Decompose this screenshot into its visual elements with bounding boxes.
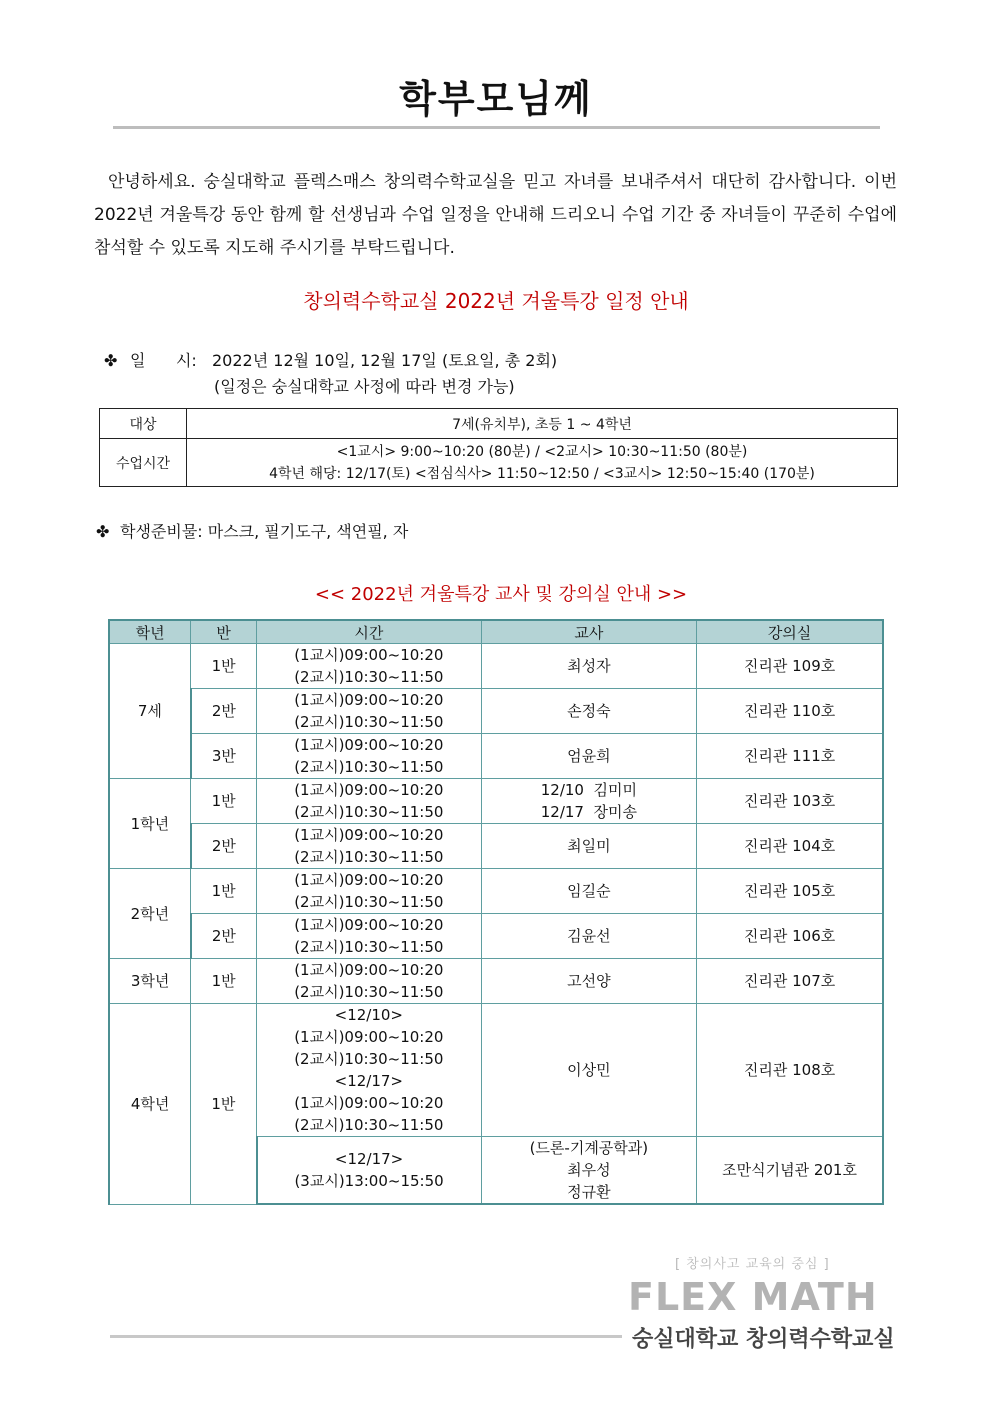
class-time-value — [187, 439, 898, 487]
period-text: (1교시)09:00~10:20 — [294, 691, 444, 709]
table-row — [109, 779, 883, 824]
intro-paragraph: 안녕하세요. 숭실대학교 플렉스매스 창의력수학교실을 믿고 자녀를 보내주셔서 대단히 감사합니다. 이번 2022년 겨울특강 동안 함께 할 선생님과 수업 일정을 안내해 드리오니 수업 기간 중 자녀들이 꾸준히 수업에 참석할 수 있도록 지도해 주시기를 부탁드립니다. — [94, 172, 897, 258]
supplies-line — [96, 519, 408, 542]
time-cell — [257, 1137, 482, 1205]
class-cell: 2반 — [191, 914, 257, 959]
flex-math-logo: FLEX MATH — [628, 1275, 878, 1319]
period-text: (2교시)10:30~11:50 — [294, 803, 444, 821]
period-text: (2교시)10:30~11:50 — [294, 983, 444, 1001]
teacher-cell — [481, 779, 697, 824]
schedule-value: 2022년 12월 10일, 12월 17일 (토요일, 총 2회) — [212, 351, 558, 370]
period-text: (1교시)09:00~10:20 — [294, 781, 444, 799]
schedule-block — [104, 348, 557, 400]
table-row — [109, 869, 883, 914]
class-cell: 2반 — [191, 689, 257, 734]
col-header-teacher: 교사 — [481, 620, 697, 644]
supplies-text: 학생준비물: 마스크, 필기도구, 색연필, 자 — [120, 522, 409, 541]
teacher-text: 12/10 김미미 — [540, 781, 637, 799]
teacher-text: 12/17 장미송 — [540, 803, 637, 821]
footer-tagline: [ 창의사고 교육의 중심 ] — [675, 1257, 830, 1272]
col-header-grade: 학년 — [109, 620, 191, 644]
col-header-room: 강의실 — [697, 620, 883, 644]
class-time-label: 수업시간 — [100, 439, 187, 487]
room-cell: 진리관 103호 — [697, 779, 883, 824]
footer-divider — [110, 1335, 622, 1338]
period-text: (1교시)09:00~10:20 — [294, 961, 444, 979]
teacher-cell: 고선양 — [481, 959, 697, 1004]
room-cell: 진리관 105호 — [697, 869, 883, 914]
table-row — [109, 644, 883, 689]
room-cell: 진리관 104호 — [697, 824, 883, 869]
class-cell: 3반 — [191, 734, 257, 779]
room-cell: 진리관 109호 — [697, 644, 883, 689]
teacher-cell: 엄윤희 — [481, 734, 697, 779]
teacher-cell: 이상민 — [481, 1004, 697, 1137]
grade-cell: 3학년 — [109, 959, 191, 1004]
grade-cell: 2학년 — [109, 869, 191, 959]
period-text: (1교시)09:00~10:20 — [294, 736, 444, 754]
time-cell — [257, 779, 482, 824]
period-text: (2교시)10:30~11:50 — [294, 938, 444, 956]
table-row — [109, 824, 883, 869]
time-cell — [257, 689, 482, 734]
room-cell: 진리관 110호 — [697, 689, 883, 734]
room-cell: 진리관 108호 — [697, 1004, 883, 1137]
time-cell — [257, 914, 482, 959]
table-row — [109, 1004, 883, 1137]
class-cell: 1반 — [191, 869, 257, 914]
class-info-table — [99, 408, 898, 487]
room-cell: 조만식기념관 201호 — [697, 1137, 883, 1205]
class-cell: 1반 — [191, 779, 257, 824]
target-label: 대상 — [100, 409, 187, 439]
class-time-line: 4학년 해당: 12/17(토) <점심식사> 11:50~12:50 / <3교시> 12:50~15:40 (170분) — [269, 465, 815, 482]
teacher-text: (드론-기계공학과) — [529, 1139, 649, 1157]
table-row — [109, 734, 883, 779]
period-text: (3교시)13:00~15:50 — [294, 1172, 444, 1190]
target-value: 7세(유치부), 초등 1 ~ 4학년 — [187, 409, 898, 439]
teacher-room-table — [108, 619, 884, 1205]
schedule-section-title: 창의력수학교실 2022년 겨울특강 일정 안내 — [303, 289, 689, 313]
period-text: (2교시)10:30~11:50 — [294, 893, 444, 911]
period-text: (1교시)09:00~10:20 — [294, 916, 444, 934]
teacher-cell: 손정숙 — [481, 689, 697, 734]
period-text: (1교시)09:00~10:20 — [294, 1094, 444, 1112]
table-row — [109, 914, 883, 959]
time-cell — [257, 959, 482, 1004]
room-cell: 진리관 106호 — [697, 914, 883, 959]
teacher-cell: 김윤선 — [481, 914, 697, 959]
grade-cell: 1학년 — [109, 779, 191, 869]
diamond-bullet-icon: ✤ — [96, 522, 110, 541]
class-cell: 1반 — [191, 959, 257, 1004]
teacher-text: 최우성 — [567, 1161, 611, 1179]
grade-cell: 7세 — [109, 644, 191, 779]
period-text: (1교시)09:00~10:20 — [294, 826, 444, 844]
grade-cell: 4학년 — [109, 1004, 191, 1205]
teacher-text: 정규환 — [567, 1183, 611, 1201]
class-cell: 1반 — [191, 1004, 257, 1205]
date-text: <12/17> — [334, 1072, 403, 1090]
time-cell — [257, 1004, 482, 1137]
time-cell — [257, 824, 482, 869]
footer-organization: 숭실대학교 창의력수학교실 — [632, 1327, 895, 1352]
period-text: (1교시)09:00~10:20 — [294, 646, 444, 664]
table-header-row — [109, 620, 883, 644]
period-text: (2교시)10:30~11:50 — [294, 713, 444, 731]
period-text: (2교시)10:30~11:50 — [294, 668, 444, 686]
teacher-room-table-title: << 2022년 겨울특강 교사 및 강의실 안내 >> — [314, 584, 688, 605]
schedule-note: (일정은 숭실대학교 사정에 따라 변경 가능) — [214, 377, 515, 396]
period-text: (1교시)09:00~10:20 — [294, 871, 444, 889]
teacher-cell: 임길순 — [481, 869, 697, 914]
time-cell — [257, 644, 482, 689]
col-header-time: 시간 — [257, 620, 482, 644]
period-text: (2교시)10:30~11:50 — [294, 758, 444, 776]
diamond-bullet-icon: ✤ — [104, 351, 118, 370]
title-divider — [113, 126, 880, 129]
room-cell: 진리관 111호 — [697, 734, 883, 779]
teacher-cell: 최일미 — [481, 824, 697, 869]
table-row — [109, 959, 883, 1004]
time-cell — [257, 734, 482, 779]
schedule-label: 일 시: — [130, 351, 197, 370]
period-text: (1교시)09:00~10:20 — [294, 1028, 444, 1046]
page-title: 학부모님께 — [399, 77, 593, 121]
class-time-line: <1교시> 9:00~10:20 (80분) / <2교시> 10:30~11:50 (80분) — [336, 443, 748, 460]
period-text: (2교시)10:30~11:50 — [294, 1116, 444, 1134]
date-text: <12/10> — [334, 1006, 403, 1024]
col-header-class: 반 — [191, 620, 257, 644]
class-cell: 2반 — [191, 824, 257, 869]
class-cell: 1반 — [191, 644, 257, 689]
teacher-cell: 최성자 — [481, 644, 697, 689]
room-cell: 진리관 107호 — [697, 959, 883, 1004]
time-cell — [257, 869, 482, 914]
teacher-cell — [481, 1137, 697, 1205]
date-text: <12/17> — [334, 1150, 404, 1168]
period-text: (2교시)10:30~11:50 — [294, 848, 444, 866]
period-text: (2교시)10:30~11:50 — [294, 1050, 444, 1068]
table-row — [109, 689, 883, 734]
